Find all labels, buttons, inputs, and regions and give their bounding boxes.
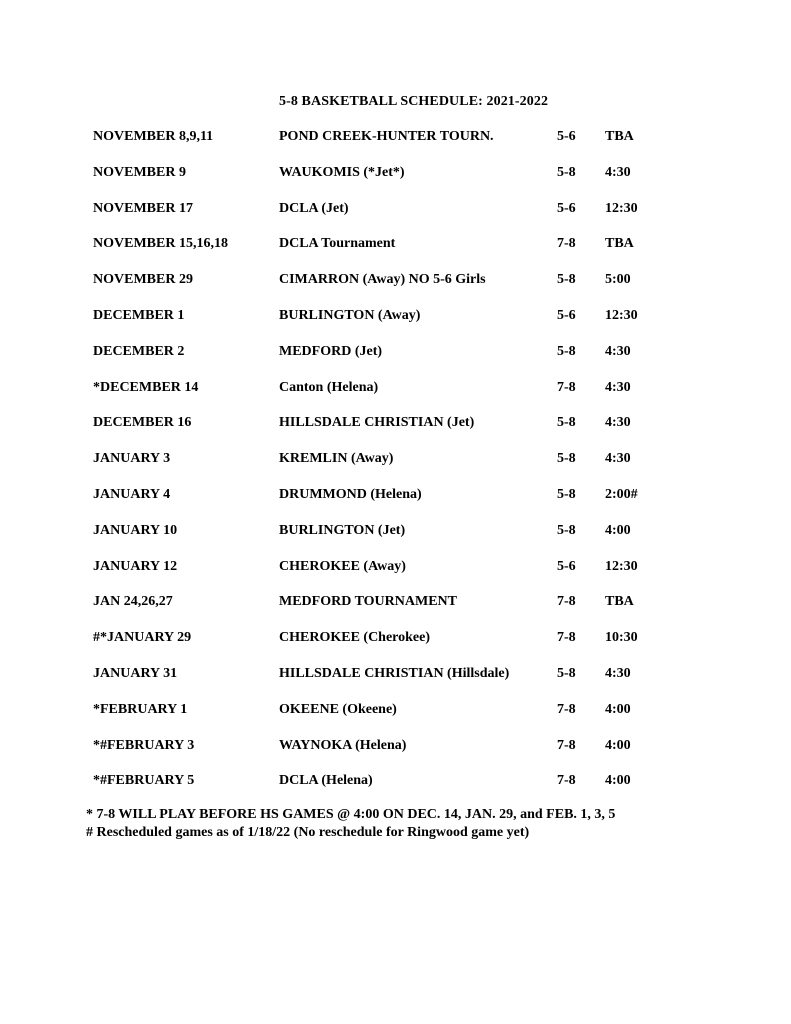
game-opponent: KREMLIN (Away) [279, 451, 394, 467]
game-grades: 5-8 [557, 415, 576, 431]
schedule-row [0, 165, 791, 201]
game-grades: 5-6 [557, 558, 576, 574]
schedule-row [0, 773, 791, 809]
game-opponent: BURLINGTON (Away) [279, 307, 421, 323]
schedule-row [0, 308, 791, 344]
game-opponent: DRUMMOND (Helena) [279, 486, 422, 502]
game-opponent: HILLSDALE CHRISTIAN (Jet) [279, 415, 475, 431]
game-opponent: MEDFORD (Jet) [279, 343, 383, 359]
game-grades: 5-6 [557, 129, 576, 144]
schedule-row [0, 451, 791, 487]
game-grades: 5-6 [557, 307, 576, 323]
game-date: DECEMBER 16 [93, 415, 192, 431]
game-date: JANUARY 10 [93, 522, 178, 538]
game-date: *DECEMBER 14 [93, 379, 199, 395]
game-grades: 5-6 [557, 200, 576, 216]
game-time: 4:30 [605, 415, 631, 431]
game-grades: 5-8 [557, 164, 576, 180]
schedule-title: 5-8 BASKETBALL SCHEDULE: 2021-2022 [279, 94, 549, 109]
game-date: *#FEBRUARY 3 [93, 737, 195, 753]
schedule-row [0, 666, 791, 702]
game-grades: 5-8 [557, 665, 576, 681]
game-grades: 5-8 [557, 272, 576, 288]
game-date: NOVEMBER 29 [93, 272, 193, 288]
game-grades: 7-8 [557, 773, 576, 789]
game-grades: 7-8 [557, 630, 576, 646]
game-grades: 7-8 [557, 236, 576, 252]
game-time: 10:30 [605, 630, 638, 646]
game-time: TBA [605, 236, 634, 252]
schedule-row [0, 487, 791, 523]
game-opponent: Canton (Helena) [279, 379, 379, 395]
game-opponent: BURLINGTON (Jet) [279, 522, 406, 538]
note-hs-games: * 7-8 WILL PLAY BEFORE HS GAMES @ 4:00 ON DEC. 14, JAN. 29, and FEB. 1, 3, 5 [86, 807, 616, 822]
game-grades: 7-8 [557, 737, 576, 753]
game-time: 4:30 [605, 451, 631, 467]
game-opponent: CHEROKEE (Cherokee) [279, 630, 431, 646]
game-opponent: HILLSDALE CHRISTIAN (Hillsdale) [279, 665, 510, 681]
game-grades: 5-8 [557, 486, 576, 502]
game-opponent: WAYNOKA (Helena) [279, 737, 407, 753]
game-grades: 5-8 [557, 451, 576, 467]
schedule-row [0, 702, 791, 738]
game-opponent: OKEENE (Okeene) [279, 701, 397, 717]
game-time: 12:30 [605, 307, 638, 323]
schedule-row [0, 272, 791, 308]
game-time: TBA [605, 129, 634, 144]
note-rescheduled: # Rescheduled games as of 1/18/22 (No reschedule for Ringwood game yet) [86, 825, 530, 840]
schedule-row [0, 630, 791, 666]
schedule-row [0, 236, 791, 272]
game-time: 4:00 [605, 522, 631, 538]
game-date: JANUARY 31 [93, 665, 178, 681]
game-opponent: DCLA Tournament [279, 236, 396, 252]
game-opponent: WAUKOMIS (*Jet*) [279, 164, 405, 180]
game-opponent: MEDFORD TOURNAMENT [279, 594, 457, 610]
game-date: NOVEMBER 15,16,18 [93, 236, 228, 252]
game-time: 4:00 [605, 773, 631, 789]
game-time: 12:30 [605, 200, 638, 216]
schedule-table [0, 129, 791, 809]
game-opponent: POND CREEK-HUNTER TOURN. [279, 129, 494, 144]
game-opponent: DCLA (Jet) [279, 200, 349, 216]
schedule-row [0, 380, 791, 416]
game-grades: 5-8 [557, 522, 576, 538]
game-date: NOVEMBER 9 [93, 164, 186, 180]
game-date: DECEMBER 1 [93, 307, 185, 323]
game-date: JANUARY 3 [93, 451, 171, 467]
game-time: 4:30 [605, 379, 631, 395]
game-date: *#FEBRUARY 5 [93, 773, 195, 789]
game-date: JANUARY 4 [93, 486, 171, 502]
schedule-notes [86, 806, 615, 842]
game-time: 4:00 [605, 737, 631, 753]
schedule-row [0, 201, 791, 237]
game-time: 5:00 [605, 272, 631, 288]
game-grades: 7-8 [557, 379, 576, 395]
game-date: JANUARY 12 [93, 558, 178, 574]
game-time: 4:00 [605, 701, 631, 717]
game-opponent: DCLA (Helena) [279, 773, 373, 789]
game-date: JAN 24,26,27 [93, 594, 173, 610]
game-time: 4:30 [605, 343, 631, 359]
game-time: 4:30 [605, 665, 631, 681]
schedule-row [0, 523, 791, 559]
game-time: 4:30 [605, 164, 631, 180]
schedule-row [0, 559, 791, 595]
game-grades: 5-8 [557, 343, 576, 359]
game-grades: 7-8 [557, 701, 576, 717]
game-date: DECEMBER 2 [93, 343, 185, 359]
game-time: TBA [605, 594, 634, 610]
schedule-row [0, 594, 791, 630]
game-time: 2:00# [605, 486, 638, 502]
game-date: *FEBRUARY 1 [93, 701, 188, 717]
game-date: NOVEMBER 17 [93, 200, 193, 216]
game-opponent: CIMARRON (Away) NO 5-6 Girls [279, 272, 486, 288]
game-date: NOVEMBER 8,9,11 [93, 129, 214, 144]
game-opponent: CHEROKEE (Away) [279, 558, 406, 574]
schedule-row [0, 738, 791, 774]
game-grades: 7-8 [557, 594, 576, 610]
schedule-row [0, 129, 791, 165]
schedule-row [0, 415, 791, 451]
schedule-row [0, 344, 791, 380]
game-time: 12:30 [605, 558, 638, 574]
game-date: #*JANUARY 29 [93, 630, 192, 646]
